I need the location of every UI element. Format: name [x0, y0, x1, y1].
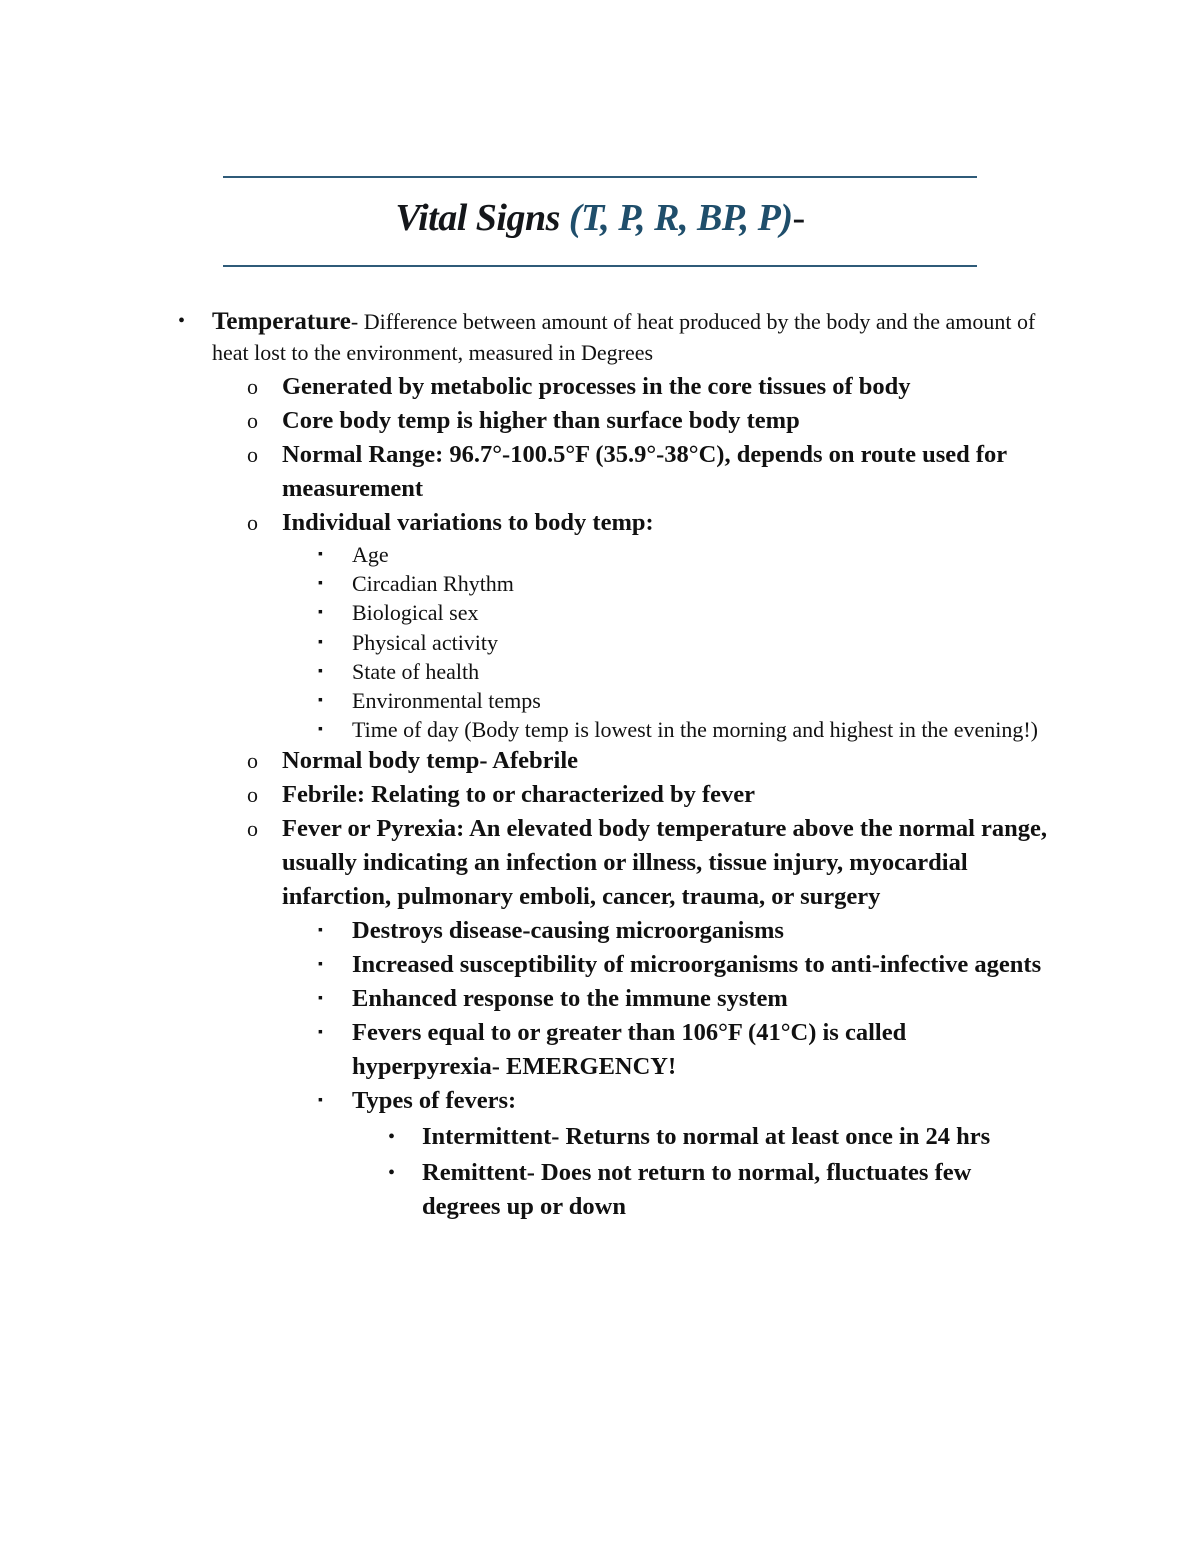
bullet-icon: •: [388, 1162, 396, 1185]
list-item: [318, 1016, 1052, 1084]
circle-bullet-icon: o: [247, 816, 258, 842]
list-item: [388, 1120, 1052, 1154]
title-top-rule: [223, 176, 977, 178]
list-item: [247, 438, 1052, 506]
list-item: [247, 812, 1052, 1224]
circle-bullet-icon: o: [247, 408, 258, 433]
point-text: Normal body temp- Afebrile: [282, 747, 578, 775]
list-item: [318, 657, 1052, 686]
fever-point-text: Types of fevers:: [352, 1087, 517, 1115]
list-item: [247, 404, 1052, 438]
list-item: [318, 982, 1052, 1016]
square-bullet-icon: ▪: [318, 663, 323, 679]
title-abbreviations: (T, P, R, BP, P): [559, 197, 793, 239]
notes-list: [178, 306, 1052, 1226]
circle-bullet-icon: o: [247, 374, 258, 399]
square-bullet-icon: ▪: [318, 693, 323, 709]
fever-point-text: Destroys disease-causing microorganisms: [352, 917, 784, 945]
list-item: [318, 569, 1052, 598]
square-bullet-icon: ▪: [318, 923, 323, 939]
point-text: Individual variations to body temp:: [282, 509, 654, 536]
list-item: [318, 715, 1052, 744]
square-bullet-icon: ▪: [318, 547, 323, 562]
circle-bullet-icon: o: [247, 782, 258, 808]
list-item: [318, 598, 1052, 627]
point-text: Febrile: Relating to or characterized by fever: [282, 781, 756, 809]
square-bullet-icon: ▪: [318, 957, 323, 973]
variation-text: Physical activity: [352, 629, 499, 655]
title-dash: -: [792, 197, 805, 239]
list-item: [318, 540, 1052, 569]
circle-bullet-icon: o: [247, 442, 258, 467]
title-main: Vital Signs: [395, 197, 560, 239]
list-item: [318, 628, 1052, 657]
temperature-points: [247, 370, 1052, 1224]
term-temperature: Temperature: [212, 308, 351, 335]
bullet-icon: •: [178, 310, 186, 332]
fever-type-text: Intermittent- Returns to normal at least once in 24 hrs: [422, 1123, 991, 1151]
list-item: [247, 778, 1052, 812]
list-item: [388, 1156, 1052, 1224]
fever-point-text: Fevers equal to or greater than 106°F (41°C) is called hyperpyrexia- EMERGENCY!: [352, 1019, 907, 1081]
list-item: [247, 370, 1052, 404]
title-bottom-rule: [223, 265, 977, 267]
point-text: Normal Range: 96.7°-100.5°F (35.9°-38°C), depends on route used for measurement: [282, 441, 1007, 502]
circle-bullet-icon: o: [247, 510, 258, 535]
square-bullet-icon: ▪: [318, 605, 323, 621]
variation-text: State of health: [352, 658, 480, 684]
square-bullet-icon: ▪: [318, 991, 323, 1007]
bullet-icon: •: [388, 1126, 396, 1149]
point-text: Core body temp is higher than surface body temp: [282, 407, 800, 434]
square-bullet-icon: ▪: [318, 634, 323, 650]
variations-list: [318, 540, 1052, 744]
square-bullet-icon: ▪: [318, 1025, 323, 1041]
variation-text: Time of day (Body temp is lowest in the morning and highest in the evening!): [352, 717, 1038, 743]
point-text: Fever or Pyrexia: An elevated body temperature above the normal range, usually indicating an infection or illness, tissue injury, myocardial infarction, pulmonary emboli, cancer, trauma, or surgery: [282, 815, 1048, 911]
variation-text: Circadian Rhythm: [352, 571, 514, 597]
page-title: [0, 196, 1200, 240]
list-item: [318, 686, 1052, 715]
square-bullet-icon: ▪: [318, 1093, 323, 1109]
variation-text: Environmental temps: [352, 688, 541, 714]
list-item-temperature: [178, 306, 1052, 1224]
fever-points-list: [318, 914, 1052, 1224]
list-item: [247, 506, 1052, 744]
fever-types-list: [388, 1120, 1052, 1224]
list-item: [318, 948, 1052, 982]
list-item: [318, 1084, 1052, 1224]
list-item: [318, 914, 1052, 948]
square-bullet-icon: ▪: [318, 576, 323, 592]
list-item: [247, 744, 1052, 778]
fever-point-text: Enhanced response to the immune system: [352, 985, 788, 1013]
fever-point-text: Increased susceptibility of microorganisms to anti-infective agents: [352, 951, 1042, 979]
variation-text: Biological sex: [352, 600, 479, 626]
variation-text: Age: [352, 542, 389, 567]
circle-bullet-icon: o: [247, 748, 258, 774]
point-text: Generated by metabolic processes in the core tissues of body: [282, 373, 911, 400]
square-bullet-icon: ▪: [318, 722, 323, 738]
fever-type-text: Remittent- Does not return to normal, fluctuates few degrees up or down: [422, 1159, 972, 1221]
temperature-definition: - Difference between amount of heat produced by the body and the amount of heat lost to the environment, measured in Degrees: [212, 309, 1036, 365]
